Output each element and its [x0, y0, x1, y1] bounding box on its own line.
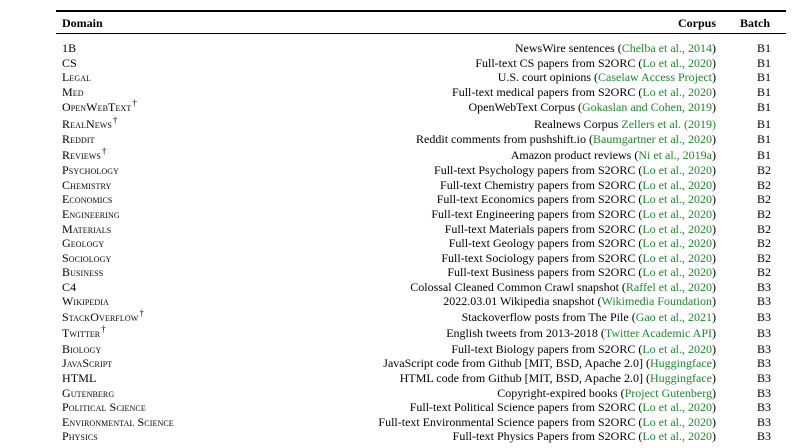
citation-open-paren: ( [600, 326, 605, 341]
domain-cell [62, 236, 104, 251]
corpus-description: Colossal Cleaned Common Crawl snapshot [410, 279, 622, 294]
citation-link[interactable]: Zellers et al. (2019) [621, 116, 716, 131]
citation-open-paren: ( [638, 55, 643, 70]
header-batch: Batch [740, 16, 770, 30]
citation-open-paren: ( [638, 177, 643, 192]
citation-close-paren: ) [712, 279, 716, 294]
citation-open-paren: ( [638, 84, 643, 99]
domain-cell [62, 41, 76, 56]
citation-close-paren: ) [712, 294, 716, 309]
domain-name: Sociology [62, 250, 112, 265]
citation-close-paren: ) [712, 371, 716, 386]
domain-cell [62, 207, 120, 222]
table-row [0, 132, 805, 147]
batch-cell: B3 [757, 371, 772, 386]
batch-cell: B1 [757, 70, 772, 85]
corpus-cell [462, 309, 716, 325]
table-row [0, 207, 805, 222]
citation-open-paren: ( [646, 371, 651, 386]
citation-link[interactable]: Lo et al., 2020 [642, 414, 712, 429]
domain-cell [62, 222, 111, 237]
corpus-description: Full-text Business papers from S2ORC [447, 265, 639, 280]
table-row [0, 415, 805, 430]
citation-link[interactable]: Lo et al., 2020 [642, 192, 712, 207]
table-row [0, 294, 805, 309]
citation-close-paren: ) [712, 341, 716, 356]
batch-cell: B3 [757, 429, 772, 444]
corpus-description: Full-text CS papers from S2ORC [475, 55, 639, 70]
citation-open-paren: ( [638, 192, 643, 207]
table-row [0, 236, 805, 251]
citation-close-paren: ) [712, 414, 716, 429]
batch-cell: B3 [757, 310, 772, 325]
table-row [0, 147, 805, 163]
domain-cell [62, 280, 76, 295]
table-row [0, 265, 805, 280]
corpus-cell [383, 356, 716, 371]
dagger-mark: † [101, 145, 107, 156]
domain-cell [62, 251, 111, 266]
domain-name: Engineering [62, 206, 120, 221]
header-domain: Domain [62, 16, 103, 30]
citation-link[interactable]: Lo et al., 2020 [642, 400, 712, 415]
citation-close-paren: ) [712, 265, 716, 280]
table-row [0, 356, 805, 371]
citation-close-paren: ) [712, 84, 716, 99]
dagger-mark: † [101, 324, 106, 335]
table-top-rule [56, 10, 786, 12]
citation-link[interactable]: Lo et al., 2020 [642, 206, 712, 221]
citation-close-paren: ) [712, 177, 716, 192]
header-corpus: Corpus [677, 16, 716, 30]
domain-name: 1B [62, 41, 77, 55]
corpus-description: 2022.03.01 Wikipedia snapshot [443, 294, 598, 309]
table-row [0, 116, 805, 132]
batch-cell: B3 [757, 400, 772, 415]
citation-link[interactable]: Project Gutenberg [624, 385, 712, 400]
citation-close-paren: ) [712, 163, 716, 178]
domain-cell [62, 265, 103, 280]
corpus-cell [534, 116, 716, 132]
citation-close-paren: ) [712, 250, 716, 265]
domain-name: Reddit [62, 132, 95, 147]
corpus-cell [416, 132, 716, 147]
citation-link[interactable]: Huggingface [650, 356, 712, 371]
domain-name: Political Science [62, 400, 146, 415]
corpus-description: OpenWebText Corpus [468, 100, 579, 115]
domain-name: StackOverflow [62, 310, 139, 325]
corpus-cell [445, 222, 716, 237]
corpus-description: Full-text Biology papers from S2ORC [451, 341, 639, 356]
table-row [0, 325, 805, 341]
citation-close-paren: ) [712, 192, 716, 207]
citation-open-paren: ( [638, 221, 643, 236]
citation-link[interactable]: Gao et al., 2021 [635, 310, 712, 325]
domain-cell [62, 309, 144, 325]
table-body [0, 41, 805, 444]
citation-link[interactable]: Lo et al., 2020 [642, 250, 712, 265]
domain-cell [62, 429, 98, 444]
domain-name: Psychology [62, 163, 120, 178]
citation-open-paren: ( [634, 147, 639, 162]
corpus-description: Reddit comments from pushshift.io [416, 132, 590, 147]
batch-cell: B2 [757, 163, 772, 178]
corpus-description: Full-text medical papers from S2ORC [452, 84, 639, 99]
corpus-cell [451, 342, 716, 357]
corpus-cell [441, 251, 716, 266]
citation-open-paren: ( [631, 310, 636, 325]
domain-name: Gutenberg [62, 385, 115, 400]
citation-open-paren: ( [638, 265, 643, 280]
batch-cell: B2 [757, 265, 772, 280]
table-row [0, 386, 805, 401]
domain-name: Biology [62, 341, 102, 356]
citation-open-paren: ( [578, 100, 583, 115]
citation-open-paren: ( [638, 341, 643, 356]
batch-cell: B3 [757, 356, 772, 371]
citation-link[interactable]: Ni et al., 2019a [638, 147, 712, 162]
domain-name: Med [62, 84, 84, 99]
batch-cell: B1 [757, 41, 772, 55]
citation-open-paren: ( [594, 70, 599, 85]
domain-cell [62, 342, 101, 357]
corpus-cell [453, 429, 716, 444]
domain-cell [62, 192, 112, 207]
corpus-description: U.S. court opinions [497, 70, 595, 85]
corpus-description: Full-text Materials papers from S2ORC [444, 221, 639, 236]
citation-close-paren: ) [712, 147, 716, 162]
domain-name: Legal [62, 70, 92, 85]
citation-close-paren: ) [712, 400, 716, 415]
citation-link[interactable]: Twitter Academic API [604, 326, 712, 341]
citation-close-paren: ) [712, 326, 716, 341]
batch-cell: B1 [757, 100, 772, 115]
citation-link[interactable]: Lo et al., 2020 [642, 221, 712, 236]
corpus-cell [515, 41, 716, 56]
table-row [0, 70, 805, 85]
batch-cell: B1 [757, 55, 772, 70]
domain-cell [62, 56, 77, 71]
batch-cell: B1 [757, 84, 772, 99]
citation-open-paren: ( [597, 294, 602, 309]
batch-cell: B3 [757, 341, 772, 356]
citation-open-paren: ( [638, 206, 643, 221]
table-row [0, 56, 805, 71]
citation-close-paren: ) [712, 41, 716, 55]
table-row [0, 178, 805, 193]
citation-link[interactable]: Chelba et al., 2014 [621, 41, 712, 55]
domain-name: JavaScript [62, 356, 113, 371]
domain-name: Physics [62, 429, 98, 444]
citation-close-paren: ) [712, 132, 716, 147]
batch-cell: B1 [757, 147, 772, 162]
dagger-mark: † [112, 114, 118, 125]
citation-close-paren: ) [712, 70, 716, 85]
citation-open-paren: ( [646, 356, 651, 371]
corpus-cell [447, 265, 716, 280]
corpus-cell [378, 415, 716, 430]
batch-cell: B2 [757, 206, 772, 221]
domain-cell [62, 356, 112, 371]
table-row [0, 280, 805, 295]
citation-open-paren: ( [638, 250, 643, 265]
citation-link[interactable]: Lo et al., 2020 [642, 341, 712, 356]
domain-name: OpenWebText [62, 100, 132, 115]
table-row [0, 251, 805, 266]
citation-link[interactable]: Lo et al., 2020 [642, 84, 712, 99]
citation-link[interactable]: Lo et al., 2020 [642, 177, 712, 192]
domain-cell [62, 415, 174, 430]
domain-cell [62, 85, 84, 100]
domain-name: Environmental Science [62, 414, 174, 429]
domain-name: C4 [62, 279, 77, 294]
citation-link[interactable]: Gokaslan and Cohen, 2019 [582, 100, 712, 115]
batch-cell: B3 [757, 414, 772, 429]
corpus-description: Full-text Sociology papers from S2ORC [441, 250, 639, 265]
corpus-description: Full-text Geology papers from S2ORC [448, 236, 639, 251]
domain-name: Business [62, 265, 104, 280]
citation-close-paren: ) [712, 100, 716, 115]
table-row [0, 309, 805, 325]
citation-close-paren: ) [712, 385, 716, 400]
citation-link[interactable]: Raffel et al., 2020 [625, 279, 712, 294]
domain-name: Wikipedia [62, 294, 109, 309]
corpus-description: NewsWire sentences [514, 41, 618, 55]
table-row [0, 222, 805, 237]
corpus-description: Copyright-expired books [497, 385, 621, 400]
citation-link[interactable]: Baumgartner et al., 2020 [593, 132, 712, 147]
citation-link[interactable]: Lo et al., 2020 [642, 55, 712, 70]
corpus-cell [469, 99, 717, 115]
corpus-cell [400, 371, 716, 386]
dagger-mark: † [132, 98, 137, 109]
batch-cell: B1 [757, 116, 772, 131]
batch-cell: B2 [757, 236, 772, 251]
citation-link[interactable]: Lo et al., 2020 [642, 429, 712, 444]
corpus-cell [498, 70, 716, 85]
corpus-description: JavaScript code from Github [MIT, BSD, Apache 2.0] [383, 356, 647, 371]
corpus-cell [446, 325, 716, 341]
batch-cell: B3 [757, 279, 772, 294]
corpus-description: Full-text Economics papers from S2ORC [436, 192, 639, 207]
corpus-description: Stackoverflow posts from The Pile [461, 310, 632, 325]
table-row [0, 371, 805, 386]
corpus-cell [452, 85, 716, 100]
domain-name: CS [62, 55, 77, 70]
corpus-cell [449, 236, 716, 251]
table-row [0, 85, 805, 100]
citation-link[interactable]: Huggingface [650, 371, 712, 386]
citation-open-paren: ( [638, 400, 643, 415]
corpus-cell [437, 192, 716, 207]
citation-close-paren: ) [712, 55, 716, 70]
citation-close-paren: ) [712, 310, 716, 325]
table-row [0, 41, 805, 56]
domain-cell [62, 178, 111, 193]
corpus-cell [434, 163, 716, 178]
table-row [0, 192, 805, 207]
citation-link[interactable]: Wikimedia Foundation [601, 294, 712, 309]
citation-open-paren: ( [620, 385, 625, 400]
dagger-mark: † [139, 308, 145, 319]
corpus-description: Full-text Environmental Science papers from S2ORC [378, 414, 639, 429]
corpus-description: Full-text Chemistry papers from S2ORC [440, 177, 639, 192]
domain-cell [62, 132, 95, 147]
citation-close-paren: ) [712, 221, 716, 236]
batch-cell: B3 [757, 326, 772, 341]
table-row [0, 99, 805, 115]
corpus-description: HTML code from Github [MIT, BSD, Apache 2.0] [399, 371, 647, 386]
domain-cell [62, 325, 106, 341]
citation-link[interactable]: Caselaw Access Project [598, 70, 712, 85]
batch-cell: B3 [757, 385, 772, 400]
domain-cell [62, 147, 107, 163]
table-row [0, 400, 805, 415]
table-row [0, 342, 805, 357]
citation-open-paren: ( [638, 414, 643, 429]
citation-open-paren: ( [617, 41, 622, 55]
domain-name: Geology [62, 236, 105, 251]
batch-cell: B1 [757, 132, 772, 147]
domain-cell [62, 371, 96, 386]
table-row [0, 429, 805, 444]
domain-name: RealNews [62, 116, 112, 131]
domain-cell [62, 294, 109, 309]
citation-close-paren: ) [712, 236, 716, 251]
citation-open-paren: ( [638, 236, 643, 251]
corpus-cell [497, 386, 716, 401]
batch-cell: B3 [757, 294, 772, 309]
corpus-description: Realnews Corpus [534, 116, 622, 131]
domain-cell [62, 116, 118, 132]
corpus-description: Full-text Political Science papers from S2ORC [409, 400, 639, 415]
domain-cell [62, 70, 91, 85]
citation-open-paren: ( [638, 429, 643, 444]
citation-link[interactable]: Lo et al., 2020 [642, 236, 712, 251]
batch-cell: B2 [757, 192, 772, 207]
citation-link[interactable]: Lo et al., 2020 [642, 265, 712, 280]
corpus-cell [410, 280, 716, 295]
corpus-cell [431, 207, 716, 222]
corpus-cell [475, 56, 716, 71]
domain-name: Chemistry [62, 177, 112, 192]
domain-name: Reviews [62, 147, 101, 162]
corpus-cell [511, 147, 716, 163]
corpus-description: Full-text Engineering papers from S2ORC [431, 206, 639, 221]
batch-cell: B2 [757, 250, 772, 265]
domain-name: Materials [62, 221, 112, 236]
corpus-description: English tweets from 2013-2018 [446, 326, 601, 341]
corpus-description: Full-text Physics Papers from S2ORC [452, 429, 639, 444]
corpus-cell [440, 178, 716, 193]
domain-name: HTML [62, 371, 97, 386]
domain-cell [62, 400, 146, 415]
citation-close-paren: ) [712, 429, 716, 444]
domain-name: Economics [62, 192, 113, 207]
table-header [0, 13, 805, 31]
corpus-cell [443, 294, 716, 309]
corpus-description: Full-text Psychology papers from S2ORC [434, 163, 639, 178]
batch-cell: B2 [757, 177, 772, 192]
citation-close-paren: ) [712, 356, 716, 371]
table-header-rule [56, 33, 786, 34]
citation-open-paren: ( [638, 163, 643, 178]
citation-open-paren: ( [589, 132, 594, 147]
batch-cell: B2 [757, 221, 772, 236]
domain-cell [62, 386, 114, 401]
domain-name: Twitter [62, 326, 101, 341]
corpus-description: Amazon product reviews [510, 147, 635, 162]
citation-close-paren: ) [712, 206, 716, 221]
citation-link[interactable]: Lo et al., 2020 [642, 163, 712, 178]
domain-cell [62, 163, 119, 178]
domain-cell [62, 99, 137, 115]
table-row [0, 163, 805, 178]
citation-open-paren: ( [621, 279, 626, 294]
corpus-cell [410, 400, 716, 415]
